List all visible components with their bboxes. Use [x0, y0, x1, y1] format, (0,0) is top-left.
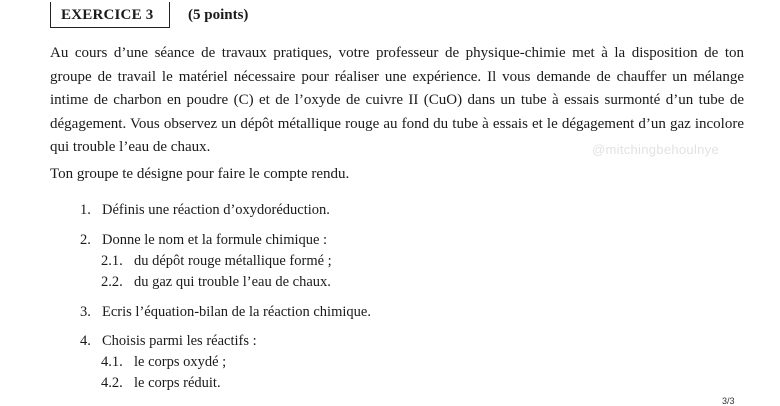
- question-number: 3.: [80, 304, 91, 320]
- subquestion-number: 2.1.: [101, 253, 123, 269]
- subquestion-text: le corps oxydé ;: [134, 354, 227, 370]
- task-statement: Ton groupe te désigne pour faire le compte rendu.: [50, 166, 350, 182]
- page-number: 3/3: [722, 396, 735, 406]
- subquestion-number: 4.2.: [101, 375, 123, 391]
- question-number: 4.: [80, 333, 91, 349]
- question-number: 1.: [80, 202, 91, 218]
- intro-paragraph: Au cours d’une séance de travaux pratiques, votre professeur de physique-chimie met à la disposition de ton groupe de travail le matériel nécessaire pour réaliser une expérience. Il vous demande de chauffer un mélange intime de charbon en poudre (C) et de l’oxyde de cuivre II (CuO) dans un tube à essais surmonté d’un tube de dégagement. Vous observez un dépôt métallique rouge au fond du tube à essais et le dégagement d’un gaz incolore qui trouble l’eau de chaux.: [50, 45, 744, 155]
- question-2-1: [101, 251, 332, 271]
- question-3: [80, 302, 371, 322]
- exercise-title: EXERCICE 3: [50, 2, 170, 28]
- subquestion-text: du gaz qui trouble l’eau de chaux.: [134, 274, 331, 290]
- question-2: [80, 230, 327, 250]
- subquestion-number: 2.2.: [101, 274, 123, 290]
- exercise-points: (5 points): [188, 7, 249, 23]
- subquestion-text: du dépôt rouge métallique formé ;: [134, 253, 332, 269]
- question-text: Définis une réaction d’oxydoréduction.: [102, 202, 330, 218]
- question-number: 2.: [80, 232, 91, 248]
- question-text: Choisis parmi les réactifs :: [102, 333, 257, 349]
- watermark: @mitchingbehoulnye: [592, 142, 720, 157]
- question-text: Ecris l’équation-bilan de la réaction chimique.: [102, 304, 371, 320]
- question-4-1: [101, 352, 226, 372]
- subquestion-text: le corps réduit.: [134, 375, 221, 391]
- question-1: [80, 200, 330, 220]
- question-4: [80, 331, 257, 351]
- question-4-2: [101, 373, 221, 393]
- question-text: Donne le nom et la formule chimique :: [102, 232, 328, 248]
- question-2-2: [101, 272, 331, 292]
- subquestion-number: 4.1.: [101, 354, 123, 370]
